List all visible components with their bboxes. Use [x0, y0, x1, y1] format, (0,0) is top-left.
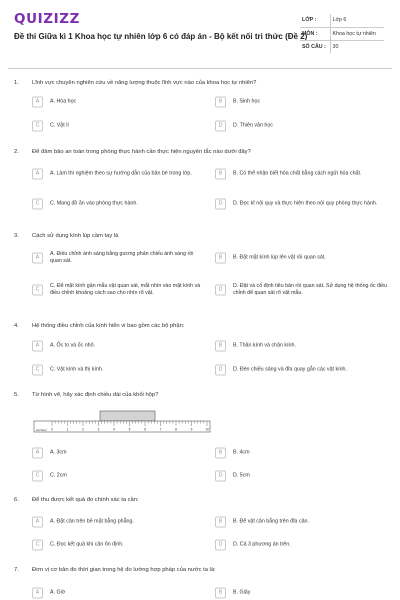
- option-text: D. Đèn chiếu sáng và đĩa quay gắn các vật kính.: [233, 366, 347, 373]
- option-a[interactable]: [32, 248, 206, 268]
- option-letter-badge: A: [32, 448, 43, 459]
- option-text: C. Đọc kết quả khi cân ổn định.: [50, 541, 124, 548]
- option-letter-badge: B: [215, 517, 226, 528]
- ruler-tick-label: 5: [128, 427, 131, 432]
- option-a[interactable]: [32, 96, 206, 108]
- question-text: Hệ thống điều chỉnh của kính hiển vi bao gồm các bộ phận:: [32, 323, 185, 329]
- option-text: B. 4cm: [233, 449, 250, 456]
- option-d[interactable]: [215, 120, 389, 132]
- question-text: Từ hình vẽ, hãy xác định chiều dài của khối hộp?: [32, 392, 159, 398]
- meta-table: [300, 14, 384, 53]
- option-letter-badge: A: [32, 588, 43, 599]
- option-d[interactable]: [215, 276, 389, 303]
- option-letter-badge: A: [32, 517, 43, 528]
- meta-key: MÔN :: [300, 27, 330, 40]
- option-letter-badge: A: [32, 253, 43, 264]
- option-text: C. 2cm: [50, 472, 67, 479]
- option-d[interactable]: [215, 194, 389, 214]
- option-text: B. Giây: [233, 589, 251, 596]
- option-letter-badge: B: [215, 169, 226, 180]
- option-letter-badge: C: [32, 471, 43, 482]
- option-c[interactable]: [32, 276, 206, 303]
- question-number: 6.: [14, 497, 19, 503]
- option-text: B. Sinh học: [233, 98, 261, 105]
- option-letter-badge: C: [32, 365, 43, 376]
- option-text: C. Vật lí: [50, 122, 69, 129]
- option-letter-badge: C: [32, 284, 43, 295]
- option-text: D. Cả 3 phương án trên.: [233, 541, 291, 548]
- question-number: 3.: [14, 233, 19, 239]
- option-letter-badge: A: [32, 341, 43, 352]
- option-letter-badge: D: [215, 199, 226, 210]
- meta-value: Lớp 6: [330, 14, 384, 27]
- question-number: 5.: [14, 392, 19, 398]
- option-text: D. Đặt và cố định tiêu bản rồi quan sát. Sử dụng hệ thống ốc điều chỉnh để quan sát rõ vật mẫu.: [233, 282, 388, 296]
- meta-row-count: [300, 40, 384, 53]
- option-b[interactable]: [215, 164, 389, 184]
- option-a[interactable]: [32, 587, 206, 599]
- question-number: 2.: [14, 149, 19, 155]
- question-text: Đơn vị cơ bản đo thời gian trong hệ đo lường hợp pháp của nước ta là:: [32, 567, 216, 573]
- option-letter-badge: C: [32, 121, 43, 132]
- ruler-tick-label: 1: [66, 427, 69, 432]
- option-text: B. Thân kính và chân kính.: [233, 342, 296, 349]
- option-text: D. Thiên văn học: [233, 122, 273, 129]
- question-text: Để đảm bảo an toàn trong phòng thực hành cần thực hiện nguyên tắc nào dưới đây?: [32, 149, 251, 155]
- ruler-tick-label: 8: [175, 427, 177, 432]
- ruler-tick-label: 2: [82, 427, 84, 432]
- option-text: C. Để mặt kính gần mẫu vật quan sát, mắt nhìn vào mặt kính và điều chỉnh khoảng cách sao cho nhìn rõ vật.: [50, 282, 201, 296]
- option-text: A. Ốc to và ốc nhỏ.: [50, 342, 96, 349]
- option-letter-badge: D: [215, 121, 226, 132]
- ruler-tick-label: 0: [51, 427, 53, 432]
- ruler-tick-label: 6: [144, 427, 146, 432]
- option-letter-badge: C: [32, 199, 43, 210]
- option-text: A. Đặt cân trên bề mặt bằng phẳng.: [50, 518, 134, 525]
- question-number: 1.: [14, 80, 19, 86]
- ruler-tick-label: 3: [97, 427, 100, 432]
- option-b[interactable]: [215, 248, 389, 268]
- option-a[interactable]: [32, 340, 206, 352]
- option-a[interactable]: [32, 447, 206, 459]
- option-letter-badge: D: [215, 365, 226, 376]
- option-c[interactable]: [32, 194, 206, 214]
- meta-row-subject: [300, 27, 384, 40]
- ruler-unit: (inches): [36, 428, 47, 432]
- option-text: A. Hóa học: [50, 98, 77, 105]
- quizizz-logo: QUIZIZZ: [14, 11, 81, 27]
- option-b[interactable]: [215, 447, 389, 459]
- option-c[interactable]: [32, 120, 206, 132]
- meta-key: LỚP :: [300, 14, 330, 27]
- box-block: [100, 411, 155, 421]
- option-letter-badge: A: [32, 169, 43, 180]
- option-a[interactable]: [32, 164, 206, 184]
- option-text: B. Có thể nhận biết hóa chất bằng cách ngửi hóa chất.: [233, 170, 362, 177]
- option-letter-badge: B: [215, 341, 226, 352]
- option-c[interactable]: [32, 539, 206, 551]
- option-letter-badge: C: [32, 540, 43, 551]
- ruler-tick-label: 10: [205, 427, 209, 432]
- option-text: C. Vật kính và thị kính.: [50, 366, 104, 373]
- option-text: B. Để vật cân bằng trên đĩa cân.: [233, 518, 309, 525]
- option-text: A. Làm thí nghiệm theo sự hướng dẫn của bản bè trong lớp.: [50, 170, 192, 177]
- meta-value: Khoa học tự nhiên: [330, 27, 384, 40]
- option-text: D. 5cm: [233, 472, 250, 479]
- question-text: Lĩnh vực chuyên nghiên cứu về năng lượng thuộc lĩnh vực nào của khoa học tự nhiên?: [32, 80, 257, 86]
- option-letter-badge: B: [215, 588, 226, 599]
- meta-key: SỐ CÂU :: [300, 40, 330, 53]
- ruler-tick-label: 9: [190, 427, 193, 432]
- option-letter-badge: D: [215, 284, 226, 295]
- ruler-tick-label: 4: [113, 427, 115, 432]
- option-letter-badge: B: [215, 253, 226, 264]
- option-b[interactable]: [215, 587, 389, 599]
- option-c[interactable]: [32, 470, 206, 482]
- option-d[interactable]: [215, 364, 389, 376]
- option-text: B. Đặt mặt kính lúp lên vật rồi quan sát.: [233, 254, 326, 261]
- option-d[interactable]: [215, 539, 389, 551]
- option-letter-badge: B: [215, 97, 226, 108]
- option-text: C. Mang đồ ăn vào phòng thực hành.: [50, 200, 138, 207]
- question-number: 7.: [14, 567, 19, 573]
- option-text: A. 3cm: [50, 449, 67, 456]
- meta-row-class: [300, 14, 384, 27]
- option-letter-badge: A: [32, 97, 43, 108]
- option-d[interactable]: [215, 470, 389, 482]
- option-letter-badge: D: [215, 471, 226, 482]
- ruler-figure: [32, 410, 212, 434]
- option-text: A. Giờ: [50, 589, 66, 596]
- option-c[interactable]: [32, 364, 206, 376]
- option-a[interactable]: [32, 516, 206, 528]
- meta-value: 30: [332, 43, 339, 50]
- option-text: D. Đọc kĩ nội quy và thực hiện theo nội quy phòng thực hành.: [233, 200, 378, 207]
- question-number: 4.: [14, 323, 19, 329]
- question-text: Cách sử dụng kính lúp cầm tay là: [32, 233, 119, 239]
- ruler-body: [34, 421, 210, 432]
- option-letter-badge: D: [215, 540, 226, 551]
- option-b[interactable]: [215, 340, 389, 352]
- option-b[interactable]: [215, 516, 389, 528]
- option-letter-badge: B: [215, 448, 226, 459]
- header-divider: [8, 68, 392, 69]
- document-title: Đề thi Giữa kì 1 Khoa học tự nhiên lớp 6 có đáp án - Bộ kết nối tri thức (Đề 2): [14, 32, 308, 41]
- option-b[interactable]: [215, 96, 389, 108]
- option-text: A. Điều chỉnh ánh sáng bằng gương phản chiếu ánh sáng rồi quan sát.: [50, 251, 194, 264]
- ruler-tick-label: 7: [159, 427, 162, 432]
- page-header: [14, 10, 386, 58]
- question-text: Để thu được kết quả đo chính xác ta cần:: [32, 497, 139, 503]
